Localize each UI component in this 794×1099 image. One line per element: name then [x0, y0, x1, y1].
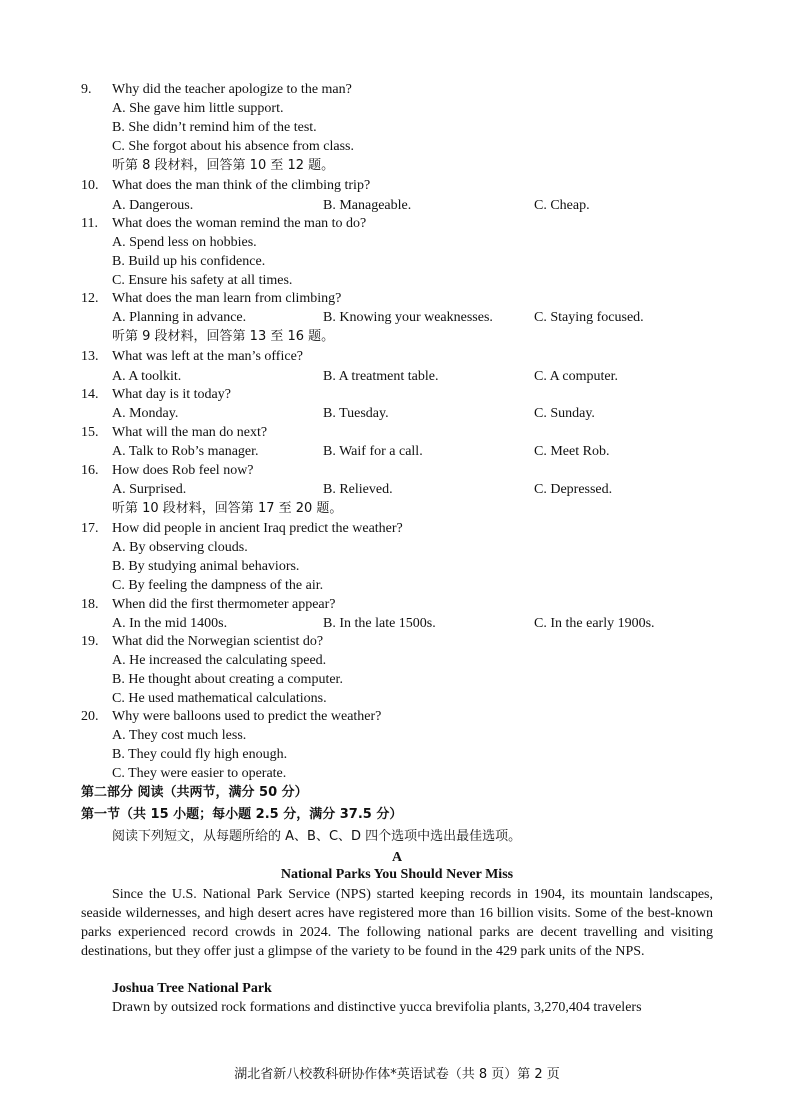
option-c: C. He used mathematical calculations. [112, 691, 327, 706]
option-a: A. By observing clouds. [112, 540, 248, 555]
option-a: A. Planning in advance. [112, 310, 247, 325]
option-a: A. Surprised. [112, 482, 187, 497]
option-a: A. He increased the calculating speed. [112, 653, 327, 668]
option-b: B. Knowing your weaknesses. [323, 310, 493, 325]
option-b: B. Build up his confidence. [112, 254, 266, 269]
option-a: A. Dangerous. [112, 198, 194, 213]
option-b: B. She didn’t remind him of the test. [112, 120, 317, 135]
option-c: C. In the early 1900s. [534, 616, 655, 631]
question-text: What was left at the man’s office? [112, 349, 303, 364]
question-text: How does Rob feel now? [112, 463, 254, 478]
question-number: 18. [81, 597, 99, 612]
part-heading: 第二部分 阅读（共两节，满分 50 分） [81, 785, 308, 800]
passage-label: A [391, 850, 403, 865]
reading-direction: 阅读下列短文，从每题所给的 A、B、C、D 四个选项中选出最佳选项。 [112, 829, 522, 844]
option-a: A. Talk to Rob’s manager. [112, 444, 259, 459]
option-a: A. She gave him little support. [112, 101, 284, 116]
option-b: B. A treatment table. [323, 369, 439, 384]
question-number: 11. [81, 216, 98, 231]
question-number: 10. [81, 178, 99, 193]
question-number: 15. [81, 425, 99, 440]
option-b: B. Manageable. [323, 198, 412, 213]
question-number: 20. [81, 709, 99, 724]
option-c: C. Cheap. [534, 198, 590, 213]
passage-paragraph: Drawn by outsized rock formations and distinctive yucca brevifolia plants, 3,270,404 travelers [112, 1000, 642, 1015]
option-c: C. Ensure his safety at all times. [112, 273, 293, 288]
passage-subheading: Joshua Tree National Park [112, 981, 272, 996]
question-text: What day is it today? [112, 387, 231, 402]
passage-title: National Parks You Should Never Miss [280, 867, 514, 882]
listening-instruction: 听第 10 段材料，回答第 17 至 20 题。 [112, 501, 343, 516]
option-b: B. In the late 1500s. [323, 616, 436, 631]
question-number: 17. [81, 521, 99, 536]
option-b: B. Waif for a call. [323, 444, 423, 459]
section-heading: 第一节（共 15 小题；每小题 2.5 分，满分 37.5 分） [81, 807, 403, 822]
option-a: A. A toolkit. [112, 369, 182, 384]
option-b: B. Tuesday. [323, 406, 389, 421]
option-c: C. She forgot about his absence from class. [112, 139, 354, 154]
option-c: C. By feeling the dampness of the air. [112, 578, 324, 593]
option-a: A. Monday. [112, 406, 179, 421]
question-number: 19. [81, 634, 99, 649]
option-b: B. They could fly high enough. [112, 747, 288, 762]
option-a: A. Spend less on hobbies. [112, 235, 257, 250]
question-text: What does the man learn from climbing? [112, 291, 342, 306]
question-text: When did the first thermometer appear? [112, 597, 336, 612]
option-c: C. Meet Rob. [534, 444, 610, 459]
option-a: A. They cost much less. [112, 728, 247, 743]
passage-paragraph: Since the U.S. National Park Service (NPS) started keeping records in 1904, its mountain landscapes, seaside wildernesses, and high desert acres have registered more than 16 billion visits. Some of the best-known parks experienced record crowds in 2024. The following national parks are decent travelling and visiting destinations, but they offer just a glimpse of the variety to be found in the 429 park units of the NPS. [81, 887, 713, 959]
question-text: How did people in ancient Iraq predict the weather? [112, 521, 403, 536]
question-text: Why did the teacher apologize to the man? [112, 82, 352, 97]
option-b: B. Relieved. [323, 482, 393, 497]
question-number: 9. [81, 82, 92, 97]
question-number: 12. [81, 291, 99, 306]
question-number: 14. [81, 387, 99, 402]
option-c: C. They were easier to operate. [112, 766, 287, 781]
question-text: What does the woman remind the man to do? [112, 216, 367, 231]
option-c: C. Depressed. [534, 482, 613, 497]
option-c: C. A computer. [534, 369, 618, 384]
question-number: 16. [81, 463, 99, 478]
option-c: C. Staying focused. [534, 310, 644, 325]
question-text: What will the man do next? [112, 425, 268, 440]
question-number: 13. [81, 349, 99, 364]
option-b: B. By studying animal behaviors. [112, 559, 300, 574]
listening-instruction: 听第 8 段材料，回答第 10 至 12 题。 [112, 158, 335, 173]
question-text: What did the Norwegian scientist do? [112, 634, 324, 649]
question-text: What does the man think of the climbing trip? [112, 178, 371, 193]
listening-instruction: 听第 9 段材料，回答第 13 至 16 题。 [112, 329, 335, 344]
option-c: C. Sunday. [534, 406, 595, 421]
question-text: Why were balloons used to predict the weather? [112, 709, 382, 724]
option-b: B. He thought about creating a computer. [112, 672, 343, 687]
option-a: A. In the mid 1400s. [112, 616, 228, 631]
page-footer: 湖北省新八校教科研协作体*英语试卷（共 8 页）第 2 页 [234, 1067, 560, 1082]
